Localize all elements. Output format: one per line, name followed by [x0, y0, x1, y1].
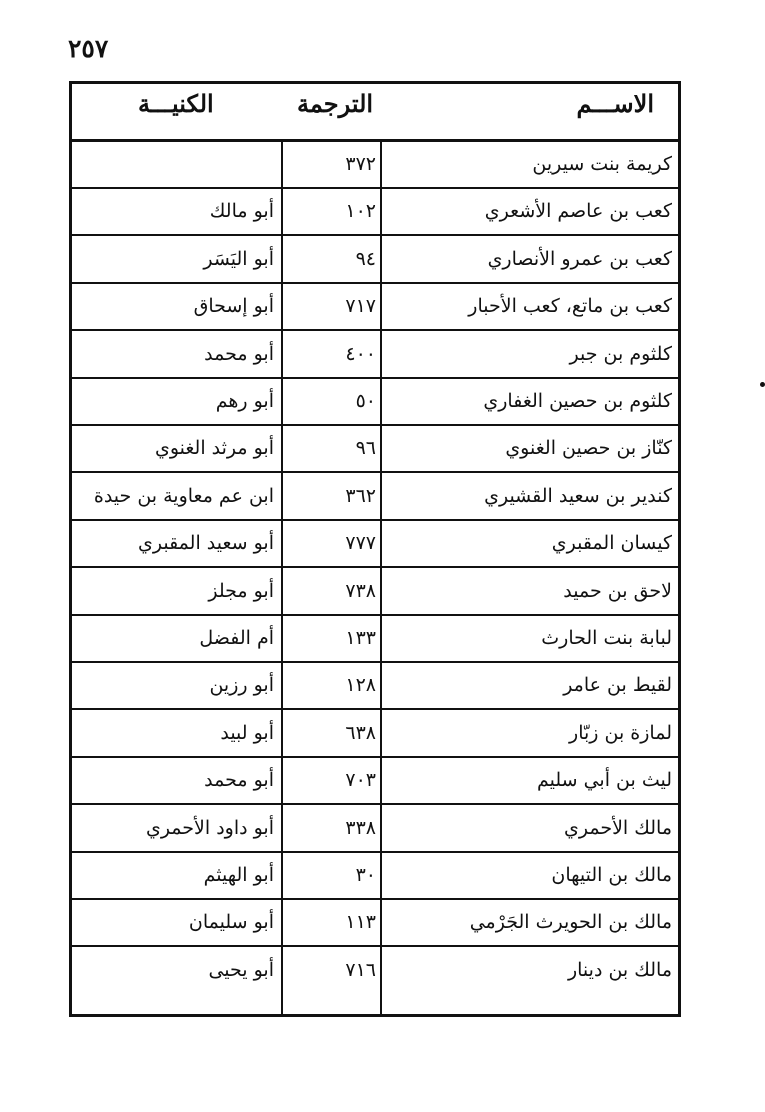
kunya-cell: أبو رهم — [215, 390, 274, 412]
name-cell: لاحق بن حميد — [563, 579, 672, 602]
table-row — [72, 332, 678, 379]
header-translation: الترجمة — [297, 89, 374, 118]
name-cell: كعب بن عمرو الأنصاري — [487, 247, 672, 270]
table-row — [72, 663, 678, 710]
table-row — [72, 521, 678, 568]
index-table — [69, 81, 681, 1017]
translation-cell: ٩٤ — [355, 247, 376, 270]
translation-cell: ٣٠ — [355, 864, 376, 886]
kunya-cell — [72, 142, 274, 187]
table-row — [72, 569, 678, 616]
header-kunya: الكنيـــة — [138, 89, 214, 118]
translation-cell: ١٣٣ — [345, 627, 376, 649]
kunya-cell: ابن عم معاوية بن حيدة — [93, 484, 274, 507]
name-cell: كيسان المقبري — [551, 532, 672, 555]
margin-mark — [760, 382, 765, 387]
name-cell: مالك الأحمري — [563, 816, 672, 839]
table-row — [72, 806, 678, 853]
name-cell: كعب بن عاصم الأشعري — [484, 200, 672, 223]
kunya-cell: أبو إسحاق — [193, 295, 274, 318]
translation-cell: ٤٠٠ — [345, 342, 376, 365]
translation-cell: ٣٣٨ — [345, 816, 376, 839]
translation-cell: ٩٦ — [355, 437, 376, 460]
table-row — [72, 900, 678, 947]
kunya-cell: أبو مجلز — [208, 579, 274, 602]
name-cell: كعب بن ماتع، كعب الأحبار — [468, 295, 672, 318]
translation-cell: ٧٣٨ — [345, 579, 376, 602]
translation-cell: ١٢٨ — [345, 674, 376, 697]
table-row — [72, 616, 678, 663]
table-row — [72, 426, 678, 473]
name-cell: مالك بن التيهان — [551, 864, 672, 886]
table-row — [72, 189, 678, 236]
translation-cell: ٧١٦ — [345, 958, 376, 981]
name-cell: لقيط بن عامر — [563, 674, 672, 697]
kunya-cell: أبو داود الأحمري — [145, 816, 274, 839]
translation-cell: ٧٧٧ — [345, 532, 376, 555]
kunya-cell: أبو محمد — [204, 342, 274, 365]
kunya-cell: أبو مالك — [209, 200, 274, 223]
kunya-cell: أبو الهيثم — [203, 864, 274, 886]
translation-cell: ٥٠ — [355, 390, 376, 412]
table-row — [72, 948, 678, 995]
name-cell: لبابة بنت الحارث — [541, 627, 672, 649]
kunya-cell: أبو سليمان — [188, 911, 274, 934]
page-number: ٢٥٧ — [68, 34, 109, 63]
kunya-cell: أبو رزين — [209, 674, 274, 697]
kunya-cell: أبو يحيى — [208, 958, 274, 981]
translation-cell: ٣٧٢ — [345, 153, 376, 175]
table-row — [72, 142, 678, 189]
table-row — [72, 379, 678, 426]
table-row — [72, 284, 678, 331]
name-cell: كريمة بنت سيرين — [532, 153, 672, 175]
kunya-cell: أم الفضل — [199, 627, 274, 649]
kunya-cell: أبو مرثد الغنوي — [154, 437, 274, 460]
kunya-cell: أبو سعيد المقبري — [137, 532, 274, 555]
kunya-cell: أبو محمد — [204, 769, 274, 792]
kunya-cell: أبو لبيد — [220, 721, 274, 744]
name-cell: لمازة بن زبّار — [569, 721, 672, 744]
translation-cell: ٧٠٣ — [345, 769, 376, 792]
translation-cell: ١٠٢ — [345, 200, 376, 223]
name-cell: كنّاز بن حصين الغنوي — [505, 437, 672, 460]
table-row — [72, 237, 678, 284]
translation-cell: ٦٣٨ — [345, 721, 376, 744]
translation-cell: ٣٦٢ — [345, 484, 376, 507]
name-cell: كندير بن سعيد القشيري — [484, 484, 672, 507]
translation-cell: ٧١٧ — [345, 295, 376, 318]
name-cell: مالك بن دينار — [567, 958, 672, 981]
name-cell: مالك بن الحويرث الجَرْمي — [469, 911, 672, 934]
name-cell: كلثوم بن جبر — [569, 342, 672, 365]
name-cell: ليث بن أبي سليم — [536, 769, 672, 792]
name-cell: كلثوم بن حصين الغفاري — [483, 390, 672, 412]
table-row — [72, 853, 678, 900]
translation-cell: ١١٣ — [345, 911, 376, 934]
table-row — [72, 711, 678, 758]
kunya-cell: أبو اليَسَر — [203, 247, 274, 270]
table-row — [72, 758, 678, 805]
table-header — [72, 84, 678, 142]
header-name: الاســـم — [576, 89, 654, 118]
table-row — [72, 474, 678, 521]
